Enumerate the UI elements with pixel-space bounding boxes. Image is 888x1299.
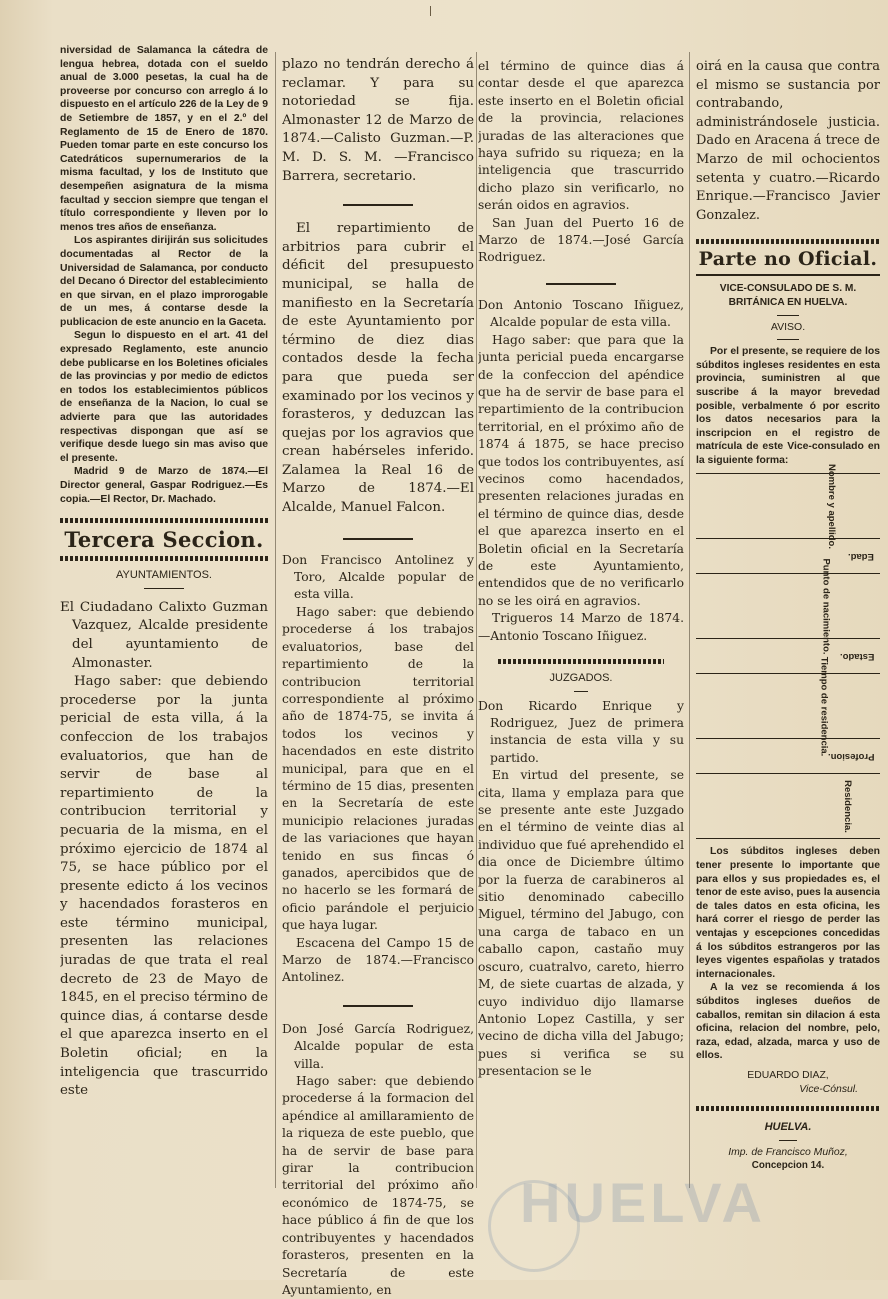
form-row-cell [696, 539, 880, 574]
divider [343, 1005, 413, 1007]
column-rule-1 [275, 52, 276, 1188]
divider [144, 588, 184, 589]
notice-sanjuan-body: Hago saber: que debiendo procederse á la formacion del apéndice al amillaramiento de la riqueza de este pueblo, que ha de servir de base para girar la contribucion territorial del próximo año económico de 1874-75, se hace público á fin de que los contribuyentes y hacendados forasteros, presenten en la Secretaría de este Ayuntamiento, en [282, 1074, 474, 1297]
divider [546, 283, 616, 285]
notice-almonaster-body: Hago saber: que debiendo procederse por la junta pericial de esta villa, á la confeccion de los trabajos evaluatorios, que han de servir de base al repartimiento de la contribucion territorial y pecuaria de la misma, en el próximo ejercicio de 1874 al 75, se hace público por el presente edicto á los vecinos y hacendados forasteros en este término municipal, presenten las relaciones juradas de que trata el real decreto de 23 de Mayo de 1845, en el preciso término de quince dias, á contarse desde el que aparezca inserto en el Boletin oficial; en la inteligencia que trascurrido este [60, 674, 268, 1099]
university-notice-p2: Los aspirantes dirijirán sus solicitudes documentadas al Rector de la Universidad de Salamanca, por conducto del Decano ó Director del establecimiento en que sirvan, en el plazo improrogable de un mes, á contarse desde la publicacion de este anuncio en la Gaceta. [60, 235, 268, 328]
section-title-parte-no-oficial: Parte no Oficial. [698, 248, 878, 271]
archive-watermark: HUELVA [520, 1171, 766, 1234]
notice-trigueros-heading: Don Antonio Toscano Iñiguez, Alcalde popular de esta villa. [478, 297, 684, 330]
vice-consul-role: Vice-Cónsul. [799, 1083, 858, 1095]
notice-sanjuan-continued: el término de quince dias á contar desde el que aparezca este inserto en el Boletin oficial de la provincia, relaciones juradas de las alteraciones que haya sufrido su riqueza; en la inteligencia que trascurrido dicho plazo sin verificarlo, no serán oidos en agravios. [478, 59, 684, 213]
notice-escacena-heading: Don Francisco Antolinez y Toro, Alcalde popular de esta villa. [282, 552, 474, 602]
notice-almonaster-heading: El Ciudadano Calixto Guzman Vazquez, Alcalde presidente del ayuntamiento de Almonaster. [60, 599, 268, 671]
form-row [696, 539, 880, 574]
university-notice-sign: Madrid 9 de Marzo de 1874.—El Director general, Gaspar Rodriguez.—Es copia.—El Rector, Dr. Machado. [60, 466, 268, 505]
imprint-address: Concepcion 14. [751, 1160, 825, 1172]
university-notice-p3: Segun lo dispuesto en el art. 41 del expresado Reglamento, este anuncio debe publicarse en los Boletines oficiales de las provincias y por medio de edictos en todos los establecimientos públicos de enseñanza de la Nacion, lo cual se advierte para que las autoridades respectivas dispongan que así se verifique desde luego sin mas aviso que el presente. [60, 330, 268, 464]
subsection-title-juzgados: JUZGADOS. [549, 672, 613, 684]
form-row-label: Profesion. [827, 750, 874, 762]
form-row [696, 474, 880, 539]
notice-juzgado-heading: Don Ricardo Enrique y Rodriguez, Juez de primera instancia de esta villa y su partido. [478, 698, 684, 765]
divider [343, 204, 413, 206]
vice-consul-name: EDUARDO DIAZ, [747, 1069, 829, 1081]
form-row-label: Estado. [839, 650, 874, 662]
column-rule-2 [476, 52, 477, 1188]
notice-escacena-body: Hago saber: que debiendo procederse á los trabajos evaluatorios, base del repartimiento de la contribucion territorial correspondiente al próximo año de 1874-75, se invita á todos los vecinos y hacendados en este distrito municipal, para que en el término de 15 dias, presenten en la Secretaría de este municipio relaciones juradas de las variaciones que hayan tenido en sus fincas ó ganados, apercibidos que de no hacerlo se les formará de oficio parándole el perjuicio que haya lugar. [282, 604, 474, 933]
imprint-city: HUELVA. [764, 1121, 812, 1134]
university-notice-intro: niversidad de Salamanca la cátedra de lengua hebrea, dotada con el sueldo anual de 3.000 pesetas, la cual ha de proveerse por concurso con arreglo á lo dispuesto en el artículo 226 de la Ley de 9 de Setiembre de 1857, y en el 2.º del Reglamento de 15 de Enero de 1870. Pueden tomar parte en este concurso los Catedráticos supernumerarios de la misma facultad, y los de Instituto que desempeñen asignatura de la misma facultad y seccion siempre que tengan el título correspondiente y lleven por lo menos tres años de enseñanza. [60, 45, 268, 233]
form-row [696, 674, 880, 739]
notice-juzgado-continued: oirá en la causa que contra el mismo se sustancia por contrabando, administrándosele justicia. Dado en Aracena á trece de Marzo de mil ochocientos setenta y cuatro.—Ricardo Enrique.—Francisco Javier Gonzalez. [696, 59, 880, 223]
page-mark [430, 6, 437, 16]
divider [777, 339, 799, 340]
notice-juzgado-body: En virtud del presente, se cita, llama y emplaza para que se presente ante este Juzgado en el término de veinte dias al individuo que fué aprehendido el dia once de Diciembre último por la fuerza de carabineros al sitio denominado cabecillo Miguel, término del Jabugo, con una carga de tabaco en un caballo capon, castaño muy oscuro, cuatralvo, careto, hierro M, de siete cuartas de alzada, y cuyo individuo dijo llamarse Antonio Lopez Castilla, y ser vecino de dicha villa del Jabugo; pues si verifica se su presentacion se le [478, 768, 684, 1079]
section-rule [498, 659, 664, 664]
form-row-label: Residencia. [842, 780, 854, 833]
form-row-cell [696, 774, 880, 839]
section-title-tercera: Tercera Seccion. [64, 527, 264, 553]
notice-sanjuan-heading: Don José García Rodriguez, Alcalde popular de esta villa. [282, 1021, 474, 1071]
vice-consulate-title: VICE-CONSULADO DE S. M. BRITÁNICA EN HUELVA. [719, 283, 857, 308]
registration-form-table [696, 463, 880, 838]
form-row-label: Punto de nacimiento. [820, 558, 832, 655]
imprint-printer: Imp. de Francisco Muñoz, [728, 1146, 848, 1158]
column-2 [282, 56, 474, 1299]
imprint-rule [696, 1106, 880, 1111]
column-4 [696, 58, 880, 1173]
form-row-label: Tiempo de residencia. [818, 656, 830, 757]
notice-trigueros-sign: Trigueros 14 Marzo de 1874.—Antonio Toscano Iñiguez. [478, 611, 684, 643]
vice-consulate-body-2: Los súbditos ingleses deben tener presente lo importante que para ellos y sus propiedades es, el tenor de este aviso, pues la ausencia de tales datos en esta oficina, les hará correr el riesgo de perder las ventajas y escepciones concedidas á los súbditos estrangeros por las leyes vigentes españolas y tratados internacionales. [696, 846, 880, 980]
form-row-cell [696, 639, 880, 674]
divider [779, 1140, 797, 1141]
vice-consulate-body-3: A la vez se recomienda á los súbditos ingleses dueños de caballos, remitan sin dilacion á esta oficina, relacion del nombre, pelo, raza, edad, alzada, marca y uso de ellos. [696, 982, 880, 1062]
divider [574, 691, 588, 692]
form-row-cell [696, 558, 880, 655]
form-row-cell [696, 463, 880, 549]
column-1 [60, 44, 268, 1101]
form-row [696, 574, 880, 639]
form-row-label: Edad. [848, 550, 874, 562]
notice-sanjuan-sign: San Juan del Puerto 16 de Marzo de 1874.—José García Rodriguez. [478, 215, 684, 265]
subsection-title-ayuntamientos: AYUNTAMIENTOS. [116, 569, 212, 582]
form-row [696, 774, 880, 839]
form-bottom-rule [696, 838, 880, 839]
section-rule-bottom [60, 556, 268, 561]
section-rule-top [696, 239, 880, 244]
section-rule-bottom [696, 274, 880, 276]
notice-zalamea-body: El repartimiento de arbitrios para cubrir el déficit del presupuesto municipal, se halla de manifiesto en la Secretaría de este Ayuntamiento por término de diez dias contados desde la fecha para que pueda ser examinado por los vecinos y forasteros, y deduzcan las quejas por los agravios que crean habérseles inferido. Zalamea la Real 16 de Marzo de 1874.—El Alcalde, Manuel Falcon. [282, 221, 474, 516]
form-row [696, 639, 880, 674]
form-row-label: Nombre y apellido. [826, 463, 837, 549]
form-row [696, 739, 880, 774]
aviso-title: AVISO. [770, 320, 806, 333]
column-rule-3 [689, 52, 690, 1188]
vice-consulate-body: Por el presente, se requiere de los súbditos ingleses residentes en esta provincia, suministren al que suscribe á la mayor brevedad posible, verbalmente ó por escrito los datos necesarios para la inscripcion en el registro de matrícula de este Vice-consulado en la siguiente forma: [696, 346, 880, 466]
divider [343, 538, 413, 540]
notice-trigueros-body: Hago saber: que para que la junta pericial pueda encargarse de la confeccion del apéndice que ha de servir de base para el repartimiento de la contribucion territorial, en el próximo año de 1874 á 1875, se hace preciso que todos los contribuyentes, así vecinos como hacendados, presenten relaciones juradas en el término de quince dias, desde el que aparezca inserto en el Boletin oficial en la Secretaría de este Ayuntamiento, entendidos que de no verificarlo no se les oirá en agravios. [478, 332, 684, 608]
notice-almonaster-continued: plazo no tendrán derecho á reclamar. Y para su notoriedad se fija. Almonaster 12 de Marzo de 1874.—Calisto Guzman.—P. M. D. S. M. —Francisco Barrera, secretario. [282, 57, 474, 184]
notice-escacena-sign: Escacena del Campo 15 de Marzo de 1874.—Francisco Antolinez. [282, 935, 474, 985]
divider [777, 315, 799, 316]
column-3 [478, 58, 684, 1081]
form-row-cell [696, 739, 880, 774]
section-rule-top [60, 518, 268, 523]
